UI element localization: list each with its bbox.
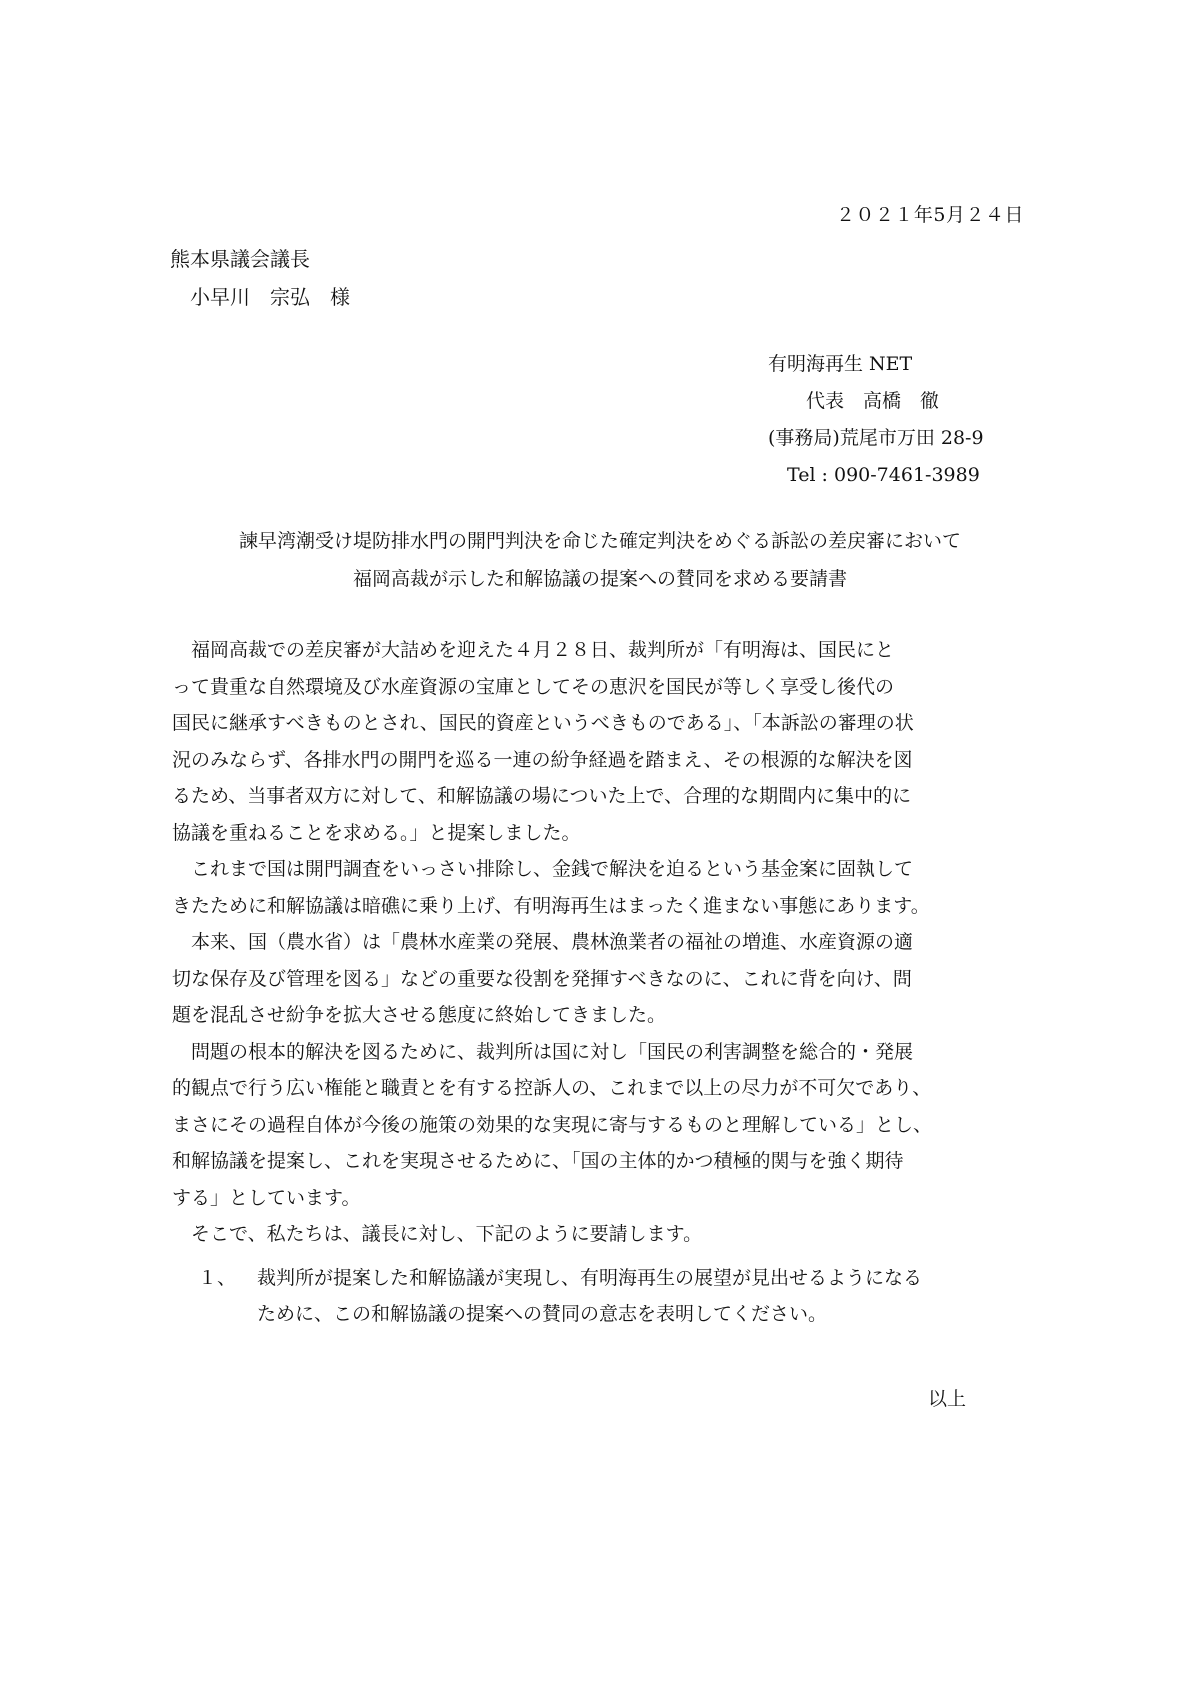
body-paragraph-4: 問題の根本的解決を図るために、裁判所は国に対し「国民の利害調整を総合的・発展 的観点で行う広い権能と職責とを有する控訴人の、これまで以上の尽力が不可欠であり、 まさにその過程自体が今後の施策の効果的な実現に寄与するものと理解している」とし、 和解協議を提案し、これを実現させるために、「国の主体的かつ積極的関与を強く期待 する」としています。 xyxy=(172,1040,933,1209)
sender-organization: 有明海再生 NET xyxy=(768,353,913,375)
letter-body xyxy=(172,632,932,1253)
body-paragraph-3: 本来、国（農水省）は「農林水産業の発展、農林漁業者の福祉の増進、水産資源の適 切な保存及び管理を図る」などの重要な役割を発揮すべきなのに、これに背を向け、問 題を混乱させ紛争を拡大させる態度に終始してきました。 xyxy=(172,931,914,1026)
closing-remark: 以上 xyxy=(928,1388,967,1410)
body-paragraph-2: これまで国は開門調査をいっさい排除し、金銭で解決を迫るという基金案に固執して きたために和解協議は暗礁に乗り上げ、有明海再生はまったく進まない事態にあります。 xyxy=(172,858,930,917)
addressee-block xyxy=(170,240,350,316)
body-paragraph-5: そこで、私たちは、議長に対し、下記のように要請します。 xyxy=(172,1223,703,1245)
title-line-2: 福岡高裁が示した和解協議の提案への賛同を求める要請書 xyxy=(352,568,847,590)
body-paragraph-1: 福岡高裁での差戻審が大詰めを迎えた４月２８日、裁判所が「有明海は、国民にと って貴重な自然環境及び水産資源の宝庫としてその恵沢を国民が等しく享受し後代の 国民に継承すべきものとされ、国民的資産というべきものである」、「本訴訟の審理の状 況のみならず、各排水門の開門を巡る一連の紛争経過を踏まえ、その根源的な解決を図 るため、当事者双方に対して、和解協議の場についた上で、合理的な期間内に集中的に 協議を重ねることを求める。」と提案しました。 xyxy=(172,639,914,844)
addressee-title: 熊本県議会議長 xyxy=(170,247,310,271)
sender-telephone: Tel : 090-7461-3989 xyxy=(768,464,980,486)
document-title xyxy=(150,522,1050,598)
title-line-1: 諫早湾潮受け堤防排水門の開門判決を命じた確定判決をめぐる訴訟の差戻審において xyxy=(238,530,961,552)
letter-date: ２０２１年5月２４日 xyxy=(835,204,1024,226)
sender-representative: 代表 高橋 徹 xyxy=(768,390,940,412)
addressee-name: 小早川 宗弘 様 xyxy=(170,285,350,309)
request-text: 裁判所が提案した和解協議が実現し、有明海再生の展望が見出せるようになる ために、この和解協議の提案への賛同の意志を表明してください。 xyxy=(257,1267,923,1325)
sender-office-address: (事務局)荒尾市万田 28-9 xyxy=(768,427,984,449)
request-number: １、 xyxy=(198,1267,237,1289)
sender-block xyxy=(768,346,984,494)
